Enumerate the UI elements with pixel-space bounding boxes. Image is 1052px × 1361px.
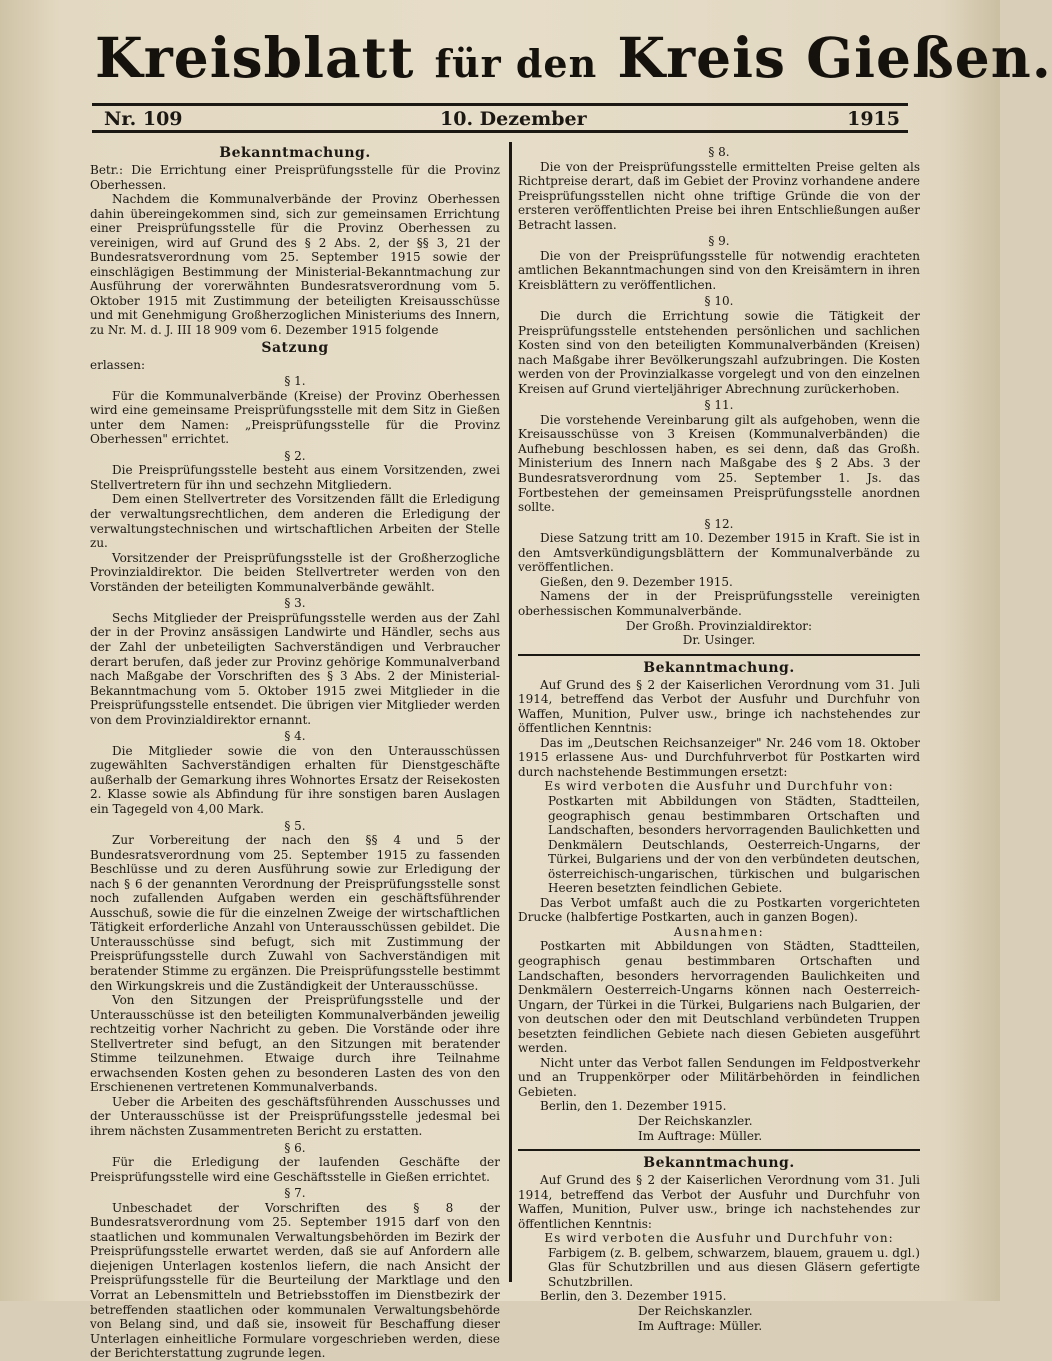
- notice-2-text-b: Das im „Deutschen Reichsanzeiger" Nr. 246 vom 18. Oktober 1915 erlassene Aus- und Durchfuhrverbot für Postkarten wird durch nachstehende Bestimmungen ersetzt:: [518, 735, 920, 779]
- right-column: [518, 143, 920, 1333]
- section-2-text-b: Dem einen Stellvertreter des Vorsitzenden fällt die Erledigung der verwaltungsrechtlichen, dem anderen die Erledigung der verwaltungstechnischen und wirtschaftlichen Arbeiten der Stelle zu.: [90, 492, 500, 551]
- notice-separator-1: [518, 654, 920, 656]
- place-date-berlin-2: Berlin, den 3. Dezember 1915.: [540, 1289, 727, 1304]
- erlassen-line: erlassen:: [90, 357, 146, 372]
- column-divider: [509, 142, 512, 1282]
- notice-3-text-a: Auf Grund des § 2 der Kaiserlichen Verordnung vom 31. Juli 1914, betreffend das Verbot der Ausfuhr und Durchfuhr von Waffen, Munition, Pulver usw., bringe ich nachstehendes zur öffentlichen Kenntnis:: [518, 1173, 920, 1231]
- notice-2-prohibition: Es wird verboten die Ausfuhr und Durchfuhr von:: [544, 779, 894, 794]
- section-5-text-c: Ueber die Arbeiten des geschäftsführenden Ausschusses und der Unterausschüsse ist der Preisprüfungsstelle jedesmal bei ihrem nächsten Zusammentreten Bericht zu erstatten.: [90, 1094, 500, 1138]
- notice-2-exceptions: Postkarten mit Abbildungen von Städten, Stadtteilen, geographisch genau bestimmbaren Ortschaften und Landschaften, besonders hervorragenden Baulichkeiten und Denkmälern Oesterreich-Ungarns können nach Oesterreich-Ungarn, der Türkei in die Türkei, Bulgariens nach Bulgarien, der von deutschen oder den mit Deutschland verbündeten Truppen besetzten feindlichen Gebiete nach diesen Gebieten ausgeführt werden.: [518, 939, 920, 1056]
- notice-2-heading: Bekanntmachung.: [643, 659, 795, 676]
- notice-2-postcards: Postkarten mit Abbildungen von Städten, Stadtteilen, geographisch genau bestimmbaren Ortschaften und Landschaften, besonders hervorragenden Baulichketten und Denkmälern Deutschlands, Oesterreich-Ungarns, der Türkei, Bulgariens und der von den verbündeten deutschen, österreichisch-ungarischen, türkischen und bulgarischen Heeren besetzten feindlichen Gebiete.: [548, 793, 920, 896]
- masthead-rule-top: [92, 103, 908, 106]
- section-7-heading: § 7.: [284, 1186, 306, 1201]
- section-3-heading: § 3.: [284, 596, 306, 611]
- issue-date: 10. Dezember: [440, 108, 587, 130]
- section-2-text-c: Vorsitzender der Preisprüfungsstelle ist der Großherzogliche Provinzialdirektor. Die beiden Stellvertreter werden von den Vorständen der beteiligten Kommunalverbände gewählt.: [90, 550, 500, 594]
- masthead-word-kreis-giessen: Kreis Gießen.: [617, 25, 1052, 90]
- notice-separator-2: [518, 1149, 920, 1151]
- section-8-heading: § 8.: [708, 145, 730, 159]
- masthead-rule-bottom: [92, 130, 908, 133]
- issue-line: [100, 108, 900, 130]
- masthead-word-fuer-den: für den: [434, 41, 598, 86]
- notice-2-text-a: Auf Grund des § 2 der Kaiserlichen Verordnung vom 31. Juli 1914, betreffend das Verbot der Ausfuhr und Durchfuhr von Waffen, Munition, Pulver usw., bringe ich nachstehendes zur öffentlichen Kenntnis:: [518, 677, 920, 736]
- section-3-text: Sechs Mitglieder der Preisprüfungsstelle werden aus der Zahl der in der Provinz ansässigen Landwirte und Händler, sechs aus der Zahl der unbeteiligten Sachverständigen und Verbraucher derart berufen, daß jeder zur Provinz gehörige Kommunalverband nach Maßgabe der Vorschriften des § 3 Abs. 2 der Ministerial-Bekanntmachung vom 5. Oktober 1915 zwei Mitglieder in die Preisprüfungsstelle entsendet. Die übrigen vier Mitglieder werden von dem Provinzialdirektor ernannt.: [90, 610, 500, 727]
- signature-title-2: Der Reichskanzler.: [638, 1114, 753, 1128]
- place-date-berlin-1: Berlin, den 1. Dezember 1915.: [540, 1099, 727, 1114]
- section-12-text: Diese Satzung tritt am 10. Dezember 1915 in Kraft. Sie ist in den Amtsverkündigungsblättern der Kommunalverbände zu veröffentlichen.: [518, 531, 920, 575]
- section-9-heading: § 9.: [708, 234, 730, 249]
- section-10-text: Die durch die Errichtung sowie die Tätigkeit der Preisprüfungsstelle entstehenden persönlichen und sachlichen Kosten sind von den beteiligten Kommunalverbänden (Kreisen) nach Maßgabe ihrer Bevölkerungszahl aufzubringen. Die Kosten werden von der Provinzialkasse vorgelegt und von den einzelnen Kreisen auf Grund vierteljähriger Abrechnung zurückerhoben.: [518, 309, 920, 396]
- intro-paragraph: Nachdem die Kommunalverbände der Provinz Oberhessen dahin übereingekommen sind, sich zur gemeinsamen Errichtung einer Preisprüfungsstelle für die Provinz Oberhessen zu vereinigen, wird auf Grund des § 2 Abs. 2, der §§ 3, 21 der Bundesratsverordnung vom 25. September 1915 sowie der einschlägigen Bestimmung der Ministerial-Bekanntmachung zur Ausführung der vorerwähnten Bundesratsverordnung vom 5. Oktober 1915 mit Zustimmung der beteiligten Kreisausschüsse und mit Genehmigung Großherzoglichen Ministeriums des Innern, zu Nr. M. d. J. III 18 909 vom 6. Dezember 1915 folgende: [90, 192, 500, 338]
- notice-2-not-covered: Nicht unter das Verbot fallen Sendungen im Feldpostverkehr und an Truppenkörper oder Militärbehörden in feindlichen Gebieten.: [518, 1055, 920, 1099]
- signature-title-3: Der Reichskanzler.: [638, 1304, 753, 1319]
- subject-line: Betr.: Die Errichtung einer Preisprüfungsstelle für die Provinz Oberhessen.: [90, 163, 500, 192]
- signature-name-3: Im Auftrage: Müller.: [638, 1318, 763, 1333]
- section-6-heading: § 6.: [284, 1140, 306, 1155]
- signature-name-1: Dr. Usinger.: [682, 633, 756, 648]
- section-1-text: Für die Kommunalverbände (Kreise) der Provinz Oberhessen wird eine gemeinsame Preisprüfungsstelle mit dem Sitz in Gießen unter dem Namen: „Preisprüfungsstelle für die Provinz Oberhessen" errichtet.: [90, 388, 500, 447]
- section-5-text-a: Zur Vorbereitung der nach den §§ 4 und 5 der Bundesratsverordnung vom 25. September 1915 zu fassenden Beschlüsse und zu deren Ausführung sowie zur Erledigung der nach § 6 der genannten Verordnung der Preisprüfungsstelle sonst noch zufallenden Aufgaben werden ein geschäftsführender Ausschuß, sowie die für die einzelnen Zweige der wirtschaftlichen Tätigkeit erforderliche Anzahl von Unterausschüssen gebildet. Die Unterausschüsse sind befugt, sich mit Zustimmung der Preisprüfungsstelle durch Zuwahl von Sachverständigen mit beratender Stimme zu ergänzen. Die Preisprüfungsstelle bestimmt den Wirkungskreis und die Zuständigkeit der Unterausschüsse.: [90, 833, 500, 993]
- section-6-text: Für die Erledigung der laufenden Geschäfte der Preisprüfungsstelle wird eine Geschäftsstelle in Gießen errichtet.: [90, 1155, 500, 1184]
- section-4-heading: § 4.: [284, 729, 306, 744]
- section-5-text-b: Von den Sitzungen der Preisprüfungsstelle und der Unterausschüsse ist den beteiligten Kommunalverbänden jeweilig rechtzeitig vorher Nachricht zu geben. Die Vorstände oder ihre Stellvertreter sind befugt, an den Sitzungen mit beratender Stimme teilzunehmen. Etwaige durch ihre Teilnahme erwachsenden Kosten gehen zu besonderen Lasten des von den Erschienenen vertretenen Kommunalverbands.: [90, 993, 500, 1095]
- signature-name-2: Im Auftrage: Müller.: [638, 1128, 763, 1143]
- issue-year: 1915: [847, 108, 900, 130]
- satzung-heading: Satzung: [261, 339, 329, 356]
- masthead: [95, 18, 1052, 98]
- section-8-text: Die von der Preisprüfungsstelle ermittelten Preise gelten als Richtpreise derart, daß im Gebiet der Provinz vorhandene andere Preisprüfungsstellen nicht ohne triftige Gründe die von der ersteren veröffentlichten Preise bei ihren Entschließungen außer Betracht lassen.: [518, 159, 920, 232]
- section-11-text: Die vorstehende Vereinbarung gilt als aufgehoben, wenn die Kreisausschüsse von 3 Kreisen (Kommunalverbänden) die Aufhebung beschlossen haben, es sei denn, daß das Großh. Ministerium des Innern nach Maßgabe des § 2 Abs. 3 der Bundesratsverordnung vom 25. September 1. Js. das Fortbestehen der gemeinsamen Preisprüfungsstelle anordnen sollte.: [518, 412, 920, 515]
- names-line: Namens der in der Preisprüfungsstelle vereinigten oberhessischen Kommunalverbände.: [518, 589, 920, 618]
- section-2-heading: § 2.: [284, 448, 306, 463]
- notice-3-heading: Bekanntmachung.: [643, 1155, 795, 1172]
- issue-number: Nr. 109: [104, 108, 183, 130]
- section-9-text: Die von der Preisprüfungsstelle für notwendig erachteten amtlichen Bekanntmachungen sind von den Kreisämtern in ihren Kreisblättern zu veröffentlichen.: [518, 248, 920, 292]
- notice-heading: Bekanntmachung.: [219, 145, 371, 161]
- place-date-giessen: Gießen, den 9. Dezember 1915.: [540, 574, 733, 589]
- section-11-heading: § 11.: [704, 398, 734, 413]
- section-4-text: Die Mitglieder sowie die von den Unterausschüssen zugewählten Sachverständigen erhalten für Dienstgeschäfte außerhalb der Gemarkung ihres Wohnortes Ersatz der Reisekosten 2. Klasse sowie als Abfindung für ihre sonstigen baren Auslagen ein Tagegeld von 4,00 Mark.: [90, 743, 500, 816]
- section-7-text: Unbeschadet der Vorschriften des § 8 der Bundesratsverordnung vom 25. September 1915 darf von den staatlichen und kommunalen Verwaltungsbehörden im Bezirk der Preisprüfungsstelle erwartet werden, daß sie auf Anfordern alle diejenigen Unterlagen kostenlos liefern, die nach Ansicht der Preisprüfungsstelle für die Beurteilung der Marktlage und den Vorrat an Lebensmitteln und Betriebsstoffen im Dienstbezirk der betreffenden staatlichen oder kommunalen Verwaltungsbehörde von Belang sind, und daß sie, insoweit für Beschaffung dieser Unterlagen einheitliche Formulare vorgeschrieben werden, diese der Berichterstattung zugrunde legen.: [90, 1200, 500, 1361]
- section-12-heading: § 12.: [704, 516, 734, 531]
- notice-2-scope: Das Verbot umfaßt auch die zu Postkarten vorgerichteten Drucke (halbfertige Postkarten, auch in ganzen Bogen).: [518, 895, 920, 925]
- section-10-heading: § 10.: [704, 294, 734, 309]
- masthead-word-kreisblatt: Kreisblatt: [95, 25, 415, 90]
- masthead-title: [95, 18, 1052, 104]
- notice-2-exceptions-heading: Ausnahmen:: [673, 924, 765, 939]
- section-1-heading: § 1.: [284, 374, 306, 389]
- left-column: [90, 143, 500, 1361]
- signature-title-1: Der Großh. Provinzialdirektor:: [625, 618, 813, 633]
- section-5-heading: § 5.: [284, 818, 306, 833]
- section-2-text-a: Die Preisprüfungsstelle besteht aus einem Vorsitzenden, zwei Stellvertretern für ihn und sechzehn Mitgliedern.: [90, 463, 500, 492]
- notice-3-goods: Farbigem (z. B. gelbem, schwarzem, blauem, grauem u. dgl.) Glas für Schutzbrillen und aus diesen Gläsern gefertigte Schutzbrillen.: [548, 1245, 920, 1289]
- notice-3-prohibition: Es wird verboten die Ausfuhr und Durchfuhr von:: [544, 1231, 894, 1246]
